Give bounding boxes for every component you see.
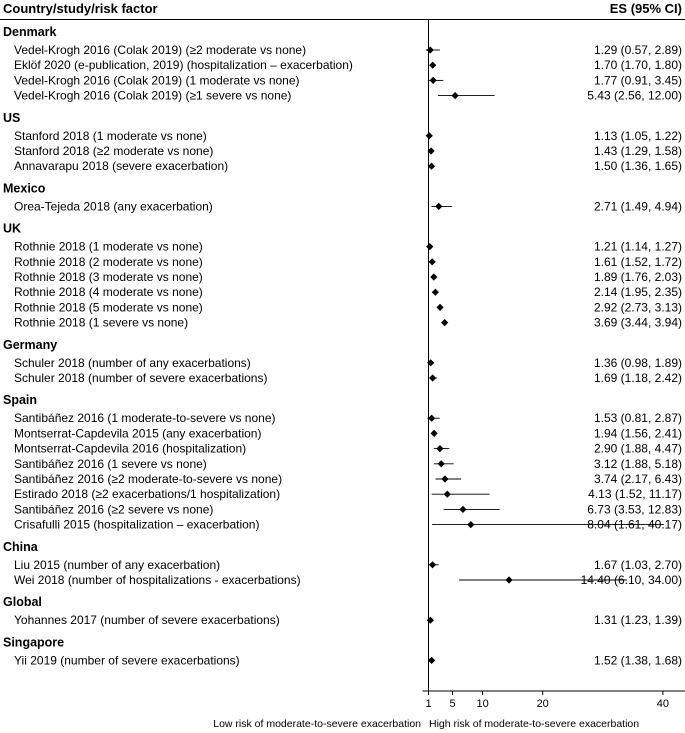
estimate-marker <box>426 243 433 250</box>
estimate-text: 1.52 (1.38, 1.68) <box>593 653 682 668</box>
estimate-marker <box>452 92 459 99</box>
estimate-marker <box>436 445 443 452</box>
footer-right: High risk of moderate-to-severe exacerbation <box>429 718 640 730</box>
estimate-text: 1.13 (1.05, 1.22) <box>593 128 682 143</box>
estimate-text: 1.21 (1.14, 1.27) <box>593 239 682 254</box>
group-label: Mexico <box>3 181 46 196</box>
study-label: Vedel-Krogh 2016 (Colak 2019) (≥1 severe vs none) <box>14 88 292 103</box>
footer-left: Low risk of moderate-to-severe exacerbation <box>213 718 421 730</box>
study-label: Rothnie 2018 (2 moderate vs none) <box>14 254 203 269</box>
study-label: Stanford 2018 (1 moderate vs none) <box>14 128 207 143</box>
study-label: Montserrat-Capdevila 2016 (hospitalization) <box>14 441 247 456</box>
estimate-marker <box>435 203 442 210</box>
study-label: Santibáñez 2016 (≥2 moderate-to-severe vs none) <box>14 472 283 486</box>
group-label: Germany <box>3 337 58 352</box>
study-label: Santibáñez 2016 (≥2 severe vs none) <box>14 502 214 517</box>
estimate-text: 1.31 (1.23, 1.39) <box>593 613 682 628</box>
study-label: Liu 2015 (number of any exacerbation) <box>14 557 221 572</box>
estimate-marker <box>430 77 437 84</box>
estimate-marker <box>432 289 439 296</box>
estimate-text: 4.13 (1.52, 11.17) <box>588 487 682 502</box>
estimate-marker <box>429 374 436 381</box>
estimate-text: 1.53 (0.81, 2.87) <box>593 411 682 426</box>
estimate-marker <box>429 258 436 265</box>
estimate-marker <box>438 460 445 467</box>
study-label: Estirado 2018 (≥2 exacerbations/1 hospitalization) <box>14 487 281 502</box>
estimate-text: 1.29 (0.57, 2.89) <box>593 43 682 57</box>
estimate-text: 1.89 (1.76, 2.03) <box>593 270 682 284</box>
estimate-marker <box>428 657 435 664</box>
study-label: Santibáñez 2016 (1 severe vs none) <box>14 456 207 471</box>
group-label: Global <box>3 595 42 610</box>
study-label: Yohannes 2017 (number of severe exacerbations) <box>14 613 280 628</box>
estimate-text: 5.43 (2.56, 12.00) <box>587 88 682 103</box>
group-label: UK <box>3 221 22 236</box>
header-right: ES (95% CI) <box>609 1 682 16</box>
study-label: Orea-Tejeda 2018 (any exacerbation) <box>14 199 213 214</box>
estimate-text: 14.40 (6.10, 34.00) <box>580 573 682 587</box>
study-label: Crisafulli 2015 (hospitalization – exacerbation) <box>14 517 260 532</box>
estimate-text: 8.04 (1.61, 40.17) <box>587 517 682 532</box>
estimate-text: 1.94 (1.56, 2.41) <box>593 426 682 441</box>
group-label: China <box>3 539 38 554</box>
study-label: Santibáñez 2016 (1 moderate-to-severe vs none) <box>14 411 276 426</box>
estimate-marker <box>427 617 434 624</box>
study-label: Rothnie 2018 (1 severe vs none) <box>14 315 189 330</box>
group-label: Spain <box>3 393 38 408</box>
study-label: Rothnie 2018 (3 moderate vs none) <box>14 270 203 284</box>
study-label: Yii 2019 (number of severe exacerbations) <box>14 653 240 668</box>
study-label: Rothnie 2018 (4 moderate vs none) <box>14 285 203 300</box>
estimate-text: 3.74 (2.17, 6.43) <box>593 472 682 486</box>
estimate-marker <box>441 319 448 326</box>
estimate-text: 3.12 (1.88, 5.18) <box>593 456 682 471</box>
study-label: Schuler 2018 (number of severe exacerbations) <box>14 371 268 385</box>
study-label: Stanford 2018 (≥2 moderate vs none) <box>14 144 214 158</box>
study-label: Rothnie 2018 (1 moderate vs none) <box>14 239 203 254</box>
estimate-text: 2.14 (1.95, 2.35) <box>593 285 682 300</box>
group-label: Singapore <box>3 635 65 650</box>
x-tick-label: 5 <box>449 698 456 710</box>
x-tick-label: 20 <box>536 698 549 710</box>
estimate-marker <box>427 46 434 53</box>
estimate-text: 2.92 (2.73, 3.13) <box>593 300 682 315</box>
estimate-text: 6.73 (3.53, 12.83) <box>587 502 682 517</box>
estimate-marker <box>505 576 512 583</box>
estimate-marker <box>444 491 451 498</box>
estimate-marker <box>430 273 437 280</box>
estimate-text: 3.69 (3.44, 3.94) <box>593 315 682 330</box>
estimate-text: 1.69 (1.18, 2.42) <box>593 371 682 385</box>
estimate-text: 1.43 (1.29, 1.58) <box>593 144 682 158</box>
study-label: Vedel-Krogh 2016 (Colak 2019) (1 moderate vs none) <box>14 73 300 88</box>
estimate-text: 2.90 (1.88, 4.47) <box>593 441 682 456</box>
study-label: Montserrat-Capdevila 2015 (any exacerbation) <box>14 426 262 441</box>
study-label: Vedel-Krogh 2016 (Colak 2019) (≥2 moderate vs none) <box>14 43 307 57</box>
estimate-marker <box>459 506 466 513</box>
estimate-marker <box>426 132 433 139</box>
study-label: Wei 2018 (number of hospitalizations - exacerbations) <box>14 573 301 587</box>
estimate-marker <box>441 475 448 482</box>
estimate-marker <box>429 62 436 69</box>
study-label: Eklöf 2020 (e-publication, 2019) (hospitalization – exacerbation) <box>14 58 353 73</box>
x-tick-label: 1 <box>425 698 432 710</box>
estimate-text: 1.67 (1.03, 2.70) <box>593 557 682 572</box>
estimate-text: 1.50 (1.36, 1.65) <box>593 159 682 174</box>
study-label: Annavarapu 2018 (severe exacerbation) <box>14 159 229 174</box>
estimate-text: 1.61 (1.52, 1.72) <box>593 254 682 269</box>
estimate-text: 1.70 (1.70, 1.80) <box>593 58 682 73</box>
estimate-text: 2.71 (1.49, 4.94) <box>593 199 682 214</box>
estimate-marker <box>467 521 474 528</box>
estimate-marker <box>431 430 438 437</box>
estimate-marker <box>429 561 436 568</box>
study-label: Rothnie 2018 (5 moderate vs none) <box>14 300 203 315</box>
study-label: Schuler 2018 (number of any exacerbations) <box>14 355 251 370</box>
estimate-text: 1.36 (0.98, 1.89) <box>593 355 682 370</box>
x-tick-label: 40 <box>656 698 670 710</box>
header-left: Country/study/risk factor <box>3 1 158 16</box>
group-label: US <box>3 110 21 125</box>
group-label: Denmark <box>3 25 57 39</box>
estimate-marker <box>436 304 443 311</box>
estimate-marker <box>428 415 435 422</box>
x-tick-label: 10 <box>476 698 489 710</box>
estimate-text: 1.77 (0.91, 3.45) <box>593 73 682 88</box>
